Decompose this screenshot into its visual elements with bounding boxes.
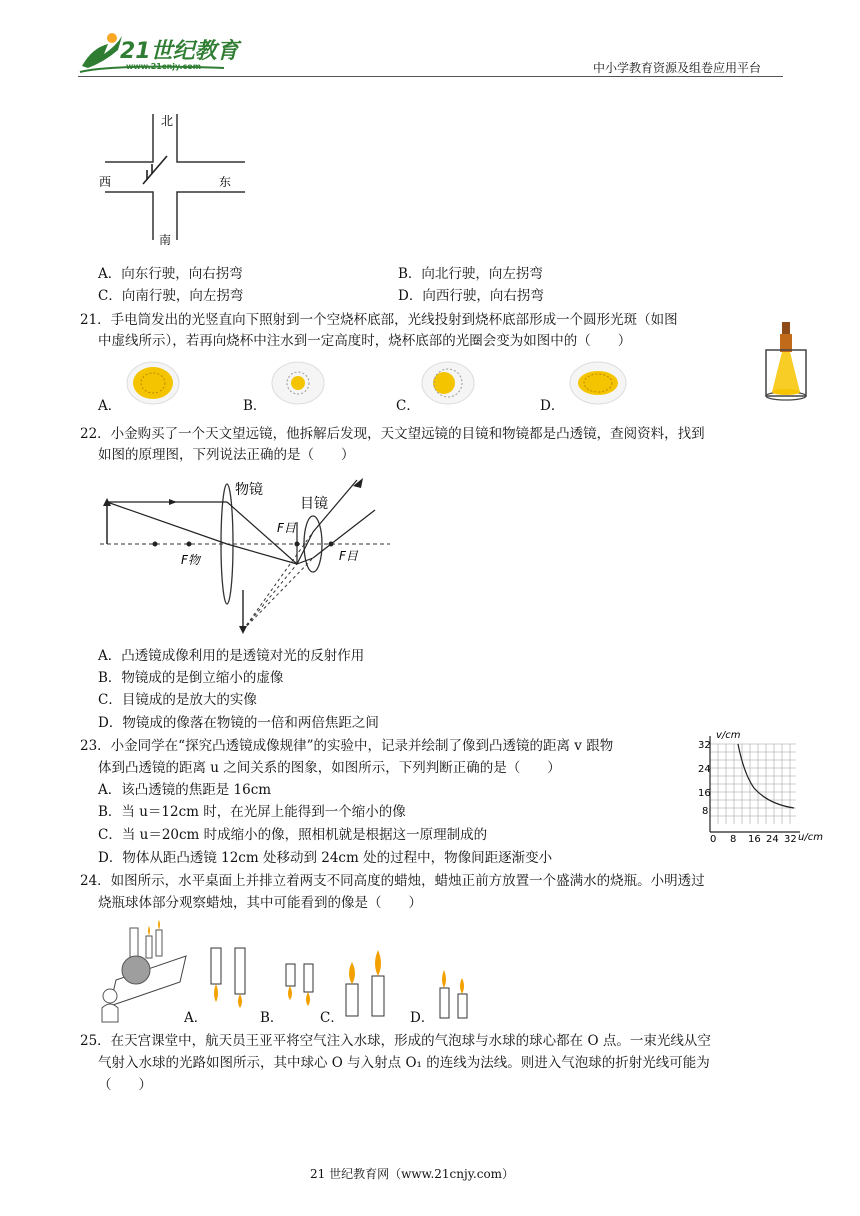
flashlight-beaker-figure <box>760 320 820 410</box>
observer-icon <box>103 989 117 1003</box>
q22-option-d: D．物镜成的像落在物镜的一倍和两倍焦距之间 <box>98 715 379 731</box>
q24-option-c-image <box>338 944 394 1018</box>
q20-option-c: C．向南行驶，向左拐弯 <box>98 288 244 304</box>
objective-label: 物镜 <box>235 482 263 498</box>
q24-label-b: B． <box>260 1010 284 1026</box>
graph-ylabel: v/cm <box>716 730 741 741</box>
q21-stem-line2: 中虚线所示），若再向烧杯中注水到一定高度时，烧杯底部的光圈会变为如图中的（ ） <box>98 333 632 349</box>
q22-option-a: A．凸透镜成像利用的是透镜对光的反射作用 <box>98 648 365 664</box>
candle-flask-scene <box>96 918 196 1026</box>
platform-title: 中小学教育资源及组卷应用平台 <box>593 61 762 75</box>
south-label: 南 <box>159 233 172 247</box>
q24-option-a-image <box>203 942 255 1010</box>
q20-option-d: D．向西行驶，向右拐弯 <box>398 288 544 304</box>
q21-label-a: A． <box>98 398 122 414</box>
q25-stem-line1: 25．在天宫课堂中，航天员王亚平将空气注入水球，形成的气泡球与水球的球心都在 O 点。一束光线从空 <box>80 1033 711 1049</box>
xtick-16: 16 <box>748 834 761 845</box>
q24-stem-line2: 烧瓶球体部分观察蜡烛，其中可能看到的像是（ ） <box>98 895 422 911</box>
north-label: 北 <box>161 114 174 128</box>
page-footer: 21 世纪教育网（www.21cnjy.com） <box>310 1167 515 1181</box>
eyepiece-label: 目镜 <box>300 496 328 512</box>
q23-option-b: B．当 u＝12cm 时，在光屏上能得到一个缩小的像 <box>98 804 406 820</box>
logo-text: 21世纪教育 <box>120 39 239 64</box>
q21-option-a-image <box>125 360 181 406</box>
xtick-32: 32 <box>784 834 797 845</box>
q20-option-a: A．向东行驶，向右拐弯 <box>98 266 243 282</box>
q23-option-a: A．该凸透镜的焦距是 16cm <box>98 782 272 798</box>
q24-label-a: A． <box>184 1010 208 1026</box>
q23-option-d: D．物体从距凸透镜 12cm 处移动到 24cm 处的过程中，物像间距逐渐变小 <box>98 850 553 866</box>
ytick-16: 16 <box>698 788 711 799</box>
q24-option-d-image <box>434 964 474 1020</box>
q24-label-d: D． <box>410 1010 435 1026</box>
q24-option-b-image <box>280 958 320 1010</box>
q24-label-c: C． <box>320 1010 344 1026</box>
f-obj-label: F物 <box>181 553 200 567</box>
header-divider <box>78 76 783 77</box>
q22-option-c: C．目镜成的是放大的实像 <box>98 692 257 708</box>
q20-option-b: B．向北行驶，向左拐弯 <box>398 266 543 282</box>
ytick-8: 8 <box>702 806 709 817</box>
west-label: 西 <box>99 175 112 189</box>
q21-label-d: D． <box>540 398 565 414</box>
q23-option-c: C．当 u＝20cm 时成缩小的像，照相机就是根据这一原理制成的 <box>98 827 488 843</box>
q22-option-b: B．物镜成的是倒立缩小的虚像 <box>98 670 284 686</box>
q21-option-c-image <box>420 360 476 406</box>
f-eye-label-2: F目 <box>339 549 358 563</box>
intersection-map <box>95 110 255 250</box>
q23-stem-line1: 23．小金同学在“探究凸透镜成像规律”的实验中，记录并绘制了像到凸透镜的距离 v 跟物 <box>80 738 614 754</box>
q24-stem-line1: 24．如图所示，水平桌面上并排立着两支不同高度的蜡烛，蜡烛正前方放置一个盛满水的烧瓶。小明透过 <box>80 873 705 889</box>
q22-stem-line2: 如图的原理图，下列说法正确的是（ ） <box>98 447 355 463</box>
graph-xlabel: u/cm <box>798 832 823 843</box>
q21-option-d-image <box>568 360 628 406</box>
q21-label-b: B． <box>243 398 267 414</box>
mirror-icon <box>143 156 167 184</box>
uv-graph <box>696 728 836 846</box>
q21-stem-line1: 21．手电筒发出的光竖直向下照射到一个空烧杯底部，光线投射到烧杯底部形成一个圆形光斑（如图 <box>80 312 678 328</box>
east-label: 东 <box>219 175 232 189</box>
f-eye-label-1: F目 <box>277 521 296 535</box>
q22-stem-line1: 22．小金购买了一个天文望远镜，他拆解后发现，天文望远镜的目镜和物镜都是凸透镜，查阅资料，找到 <box>80 426 705 442</box>
q23-stem-line2: 体到凸透镜的距离 u 之间关系的图象，如图所示，下列判断正确的是（ ） <box>98 760 561 776</box>
q21-label-c: C． <box>396 398 420 414</box>
xtick-0: 0 <box>710 834 717 845</box>
q25-stem-line3: （ ） <box>98 1077 152 1093</box>
xtick-24: 24 <box>766 834 779 845</box>
q25-stem-line2: 气射入水球的光路如图所示，其中球心 O 与入射点 O₁ 的连线为法线。则进入气泡球的折射光线可能为 <box>98 1055 710 1071</box>
ytick-24: 24 <box>698 764 711 775</box>
ytick-32: 32 <box>698 740 711 751</box>
telescope-diagram <box>95 472 395 642</box>
logo-url: www.21cnjy.com <box>126 62 202 71</box>
xtick-8: 8 <box>730 834 737 845</box>
q21-option-b-image <box>270 360 326 406</box>
